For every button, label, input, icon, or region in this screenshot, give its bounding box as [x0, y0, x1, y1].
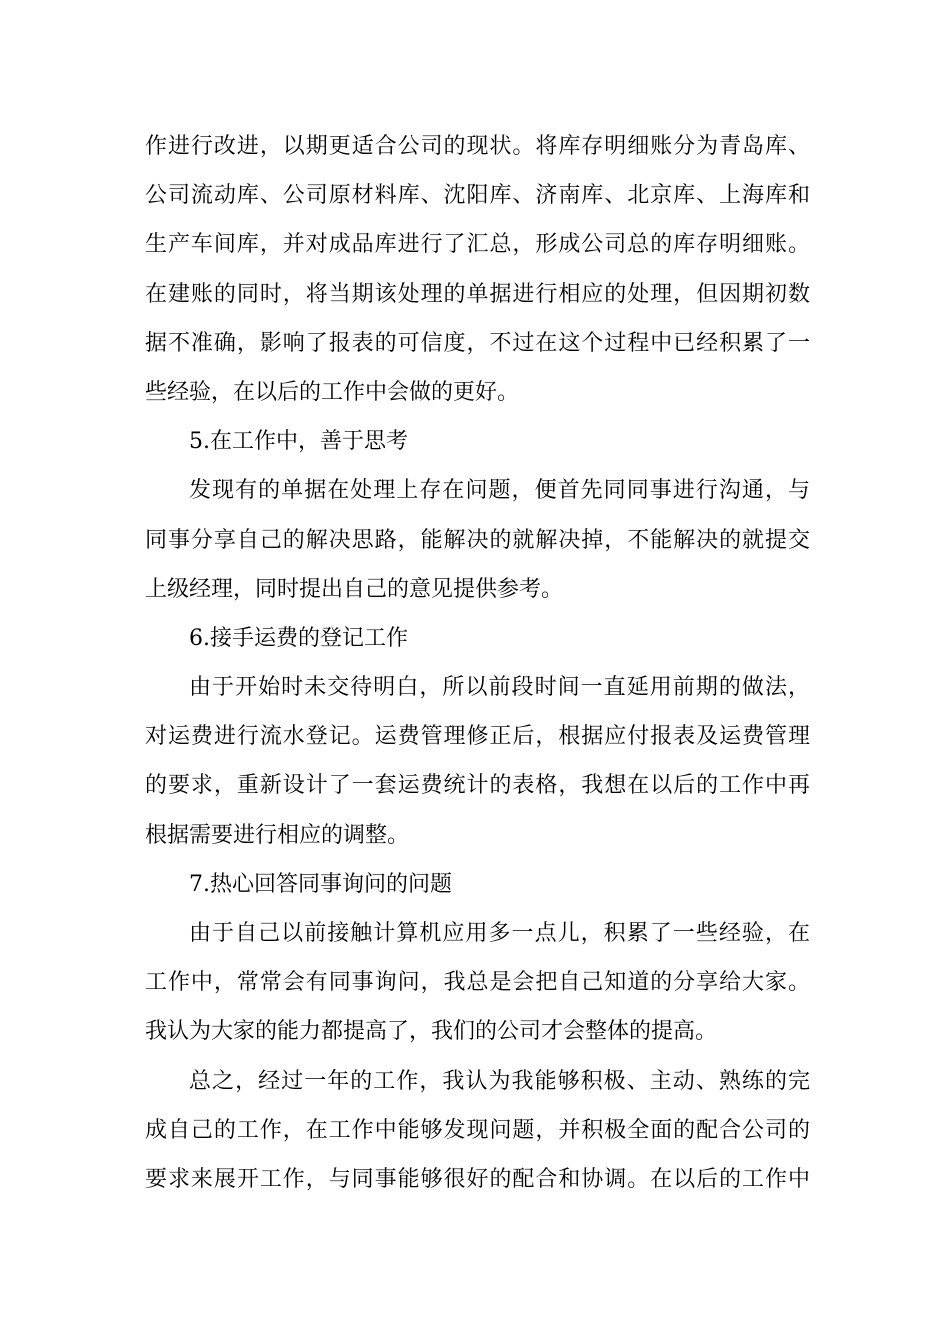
document-body: [145, 122, 810, 1204]
text-line: 工作中，常常会有同事询问，我总是会把自己知道的分享给大家。: [145, 970, 810, 996]
text-line: 发现有的单据在处理上存在问题，便首先同同事进行沟通，与: [189, 478, 810, 504]
text-line: 些经验，在以后的工作中会做的更好。: [145, 379, 520, 405]
text-line: 公司流动库、公司原材料库、沈阳库、济南库、北京库、上海库和: [145, 183, 810, 209]
text-line: 总之，经过一年的工作，我认为我能够积极、主动、熟练的完: [189, 1068, 810, 1094]
section-heading: 7.热心回答同事询问的问题: [189, 871, 452, 897]
text-line: 在建账的同时，将当期该处理的单据进行相应的处理，但因期初数: [145, 281, 810, 307]
text-line: 生产车间库，并对成品库进行了汇总，形成公司总的库存明细账。: [145, 232, 810, 258]
text-line: 由于自己以前接触计算机应用多一点儿，积累了一些经验，在: [189, 921, 810, 946]
text-line: 我认为大家的能力都提高了，我们的公司才会整体的提高。: [145, 1019, 718, 1045]
section-heading: 5.在工作中，善于思考: [189, 429, 408, 455]
section-heading: 6.接手运费的登记工作: [189, 625, 408, 651]
text-line: 同事分享自己的解决思路，能解决的就解决掉，不能解决的就提交: [145, 527, 810, 553]
text-line: 成自己的工作，在工作中能够发现问题，并积极全面的配合公司的: [145, 1117, 810, 1143]
text-line: 要求来展开工作，与同事能够很好的配合和协调。在以后的工作中: [145, 1166, 810, 1192]
text-line: 由于开始时未交待明白，所以前段时间一直延用前期的做法，: [189, 675, 810, 701]
text-line: 根据需要进行相应的调整。: [145, 822, 410, 848]
text-line: 据不准确，影响了报表的可信度，不过在这个过程中已经积累了一: [145, 330, 810, 356]
text-line: 的要求，重新设计了一套运费统计的表格，我想在以后的工作中再: [145, 773, 810, 799]
text-line: 对运费进行流水登记。运费管理修正后，根据应付报表及运费管理: [145, 724, 810, 750]
text-line: 作进行改进，以期更适合公司的现状。将库存明细账分为青岛库、: [145, 134, 810, 159]
text-line: 上级经理，同时提出自己的意见提供参考。: [145, 576, 564, 602]
